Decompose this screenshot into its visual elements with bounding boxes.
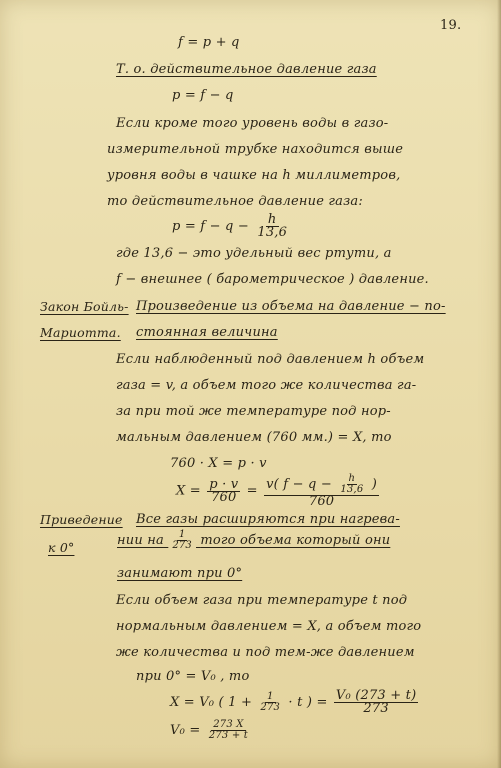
formula-part: X = V₀ ( 1 + — [170, 695, 253, 710]
numerator: 273 X — [213, 719, 244, 730]
denominator: 273 — [363, 701, 389, 716]
denominator: 760 — [211, 489, 237, 505]
numerator: h — [267, 212, 277, 227]
text-line: Все газы расширяются при нагрева- — [136, 512, 400, 527]
denominator: 13,6 — [257, 225, 288, 240]
text-line: измерительной трубке находится выше — [107, 142, 404, 157]
fraction — [334, 690, 418, 715]
formula-f: f = p + q — [178, 35, 240, 50]
margin-heading-boyle: Мариотта. — [40, 325, 121, 340]
fraction — [258, 692, 282, 713]
text-line: нормальным давлением = X, а объем того — [116, 619, 422, 634]
text-part: того объема который они — [200, 533, 391, 548]
margin-heading-reduction: к 0° — [48, 540, 75, 555]
formula-part: · t ) = — [288, 695, 328, 710]
fraction — [338, 474, 365, 495]
denominator: 760 — [308, 494, 335, 509]
fraction — [207, 720, 250, 741]
formula-part: = — [246, 483, 258, 499]
formula-part: X = — [176, 483, 201, 499]
text-line: Если объем газа при температуре t под — [116, 593, 408, 608]
text-line: мальным давлением (760 мм.) = X, то — [116, 430, 392, 445]
numerator: 1 — [266, 691, 274, 702]
text-part: нии на — [117, 533, 164, 548]
fraction — [207, 476, 240, 505]
formula-p: p = f − q — [172, 88, 234, 103]
denominator: 273 — [172, 540, 192, 551]
denominator: 273 + t — [208, 730, 249, 741]
text-line: уровня воды в чашке на h миллиметров, — [107, 168, 401, 183]
formula-part: V₀ = — [170, 723, 201, 738]
text-line — [117, 530, 390, 551]
formula-boyle: 760 · X = p · v — [170, 456, 267, 471]
numerator: h — [348, 473, 356, 484]
text-line: Если кроме того уровень воды в газо- — [116, 116, 389, 131]
text-line: Если наблюденный под давлением h объем — [116, 352, 425, 367]
denominator: 273 — [260, 702, 281, 713]
text-line: за при той же температуре под нор- — [116, 404, 391, 419]
formula-v0 — [170, 720, 252, 741]
page-edge-shadow — [497, 0, 501, 768]
numerator — [264, 474, 379, 496]
margin-heading-boyle: Закон Бойль- — [40, 299, 129, 314]
numerator: p · v — [209, 476, 239, 492]
text-line: где 13,6 − это удельный вес ртути, а — [116, 246, 392, 261]
text-line: стоянная величина — [136, 325, 278, 340]
text-line: f − внешнее ( барометрическое ) давление. — [116, 272, 429, 287]
formula-part: p = f − q − — [172, 219, 249, 234]
page-number: 19. — [440, 18, 462, 33]
fraction — [264, 474, 379, 508]
denominator: 13,6 — [340, 484, 364, 495]
fraction — [255, 214, 289, 239]
formula-p-full — [172, 214, 291, 239]
text-line: Произведение из объема на давление − по- — [136, 299, 446, 314]
text-line: же количества и под тем-же давлением — [116, 645, 415, 660]
text-line: то действительное давление газа: — [107, 194, 363, 209]
formula-x — [176, 474, 381, 508]
formula-part: ) — [371, 477, 378, 492]
margin-heading-reduction: Приведение — [40, 512, 123, 527]
formula-reduction — [170, 690, 420, 715]
numerator: 1 — [178, 529, 186, 540]
fraction — [170, 530, 194, 551]
text-line: занимают при 0° — [117, 566, 243, 581]
text-line: газа = v, а объем того же количества га- — [116, 378, 417, 393]
numerator: V₀ (273 + t) — [335, 688, 417, 703]
formula-part: v( f − q − — [266, 477, 332, 492]
text-line: Т. о. действительное давление газа — [116, 62, 377, 77]
text-line: при 0° = V₀ , то — [136, 669, 250, 684]
